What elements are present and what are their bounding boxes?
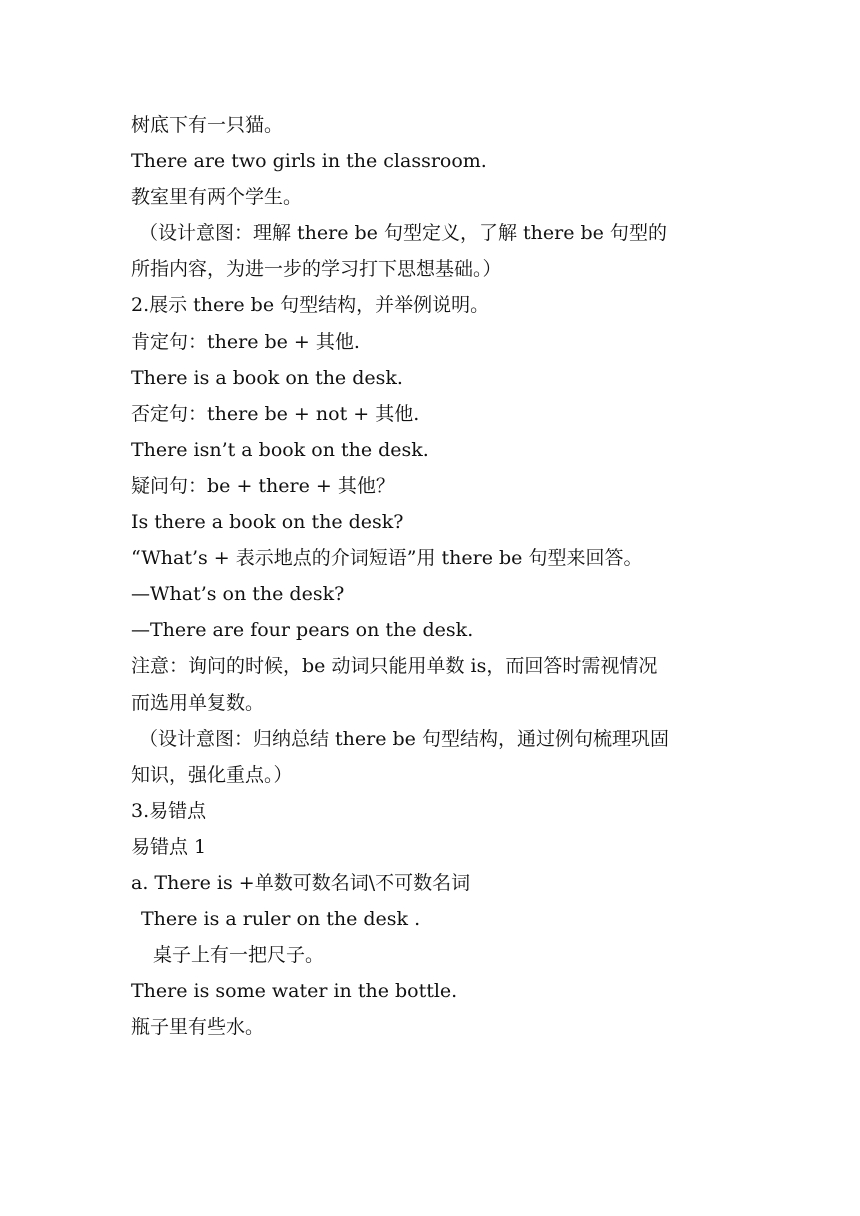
translation-line: 瓶子里有些水。 [131,1016,265,1039]
text-line: 疑问句：be + there + 其他？ [131,474,395,497]
dialogue-line: —There are four pears on the desk. [131,619,474,642]
design-intent-line: （设计意图：理解 there be 句型定义，了解 there be 句型的 [139,222,667,245]
section-heading: 2.展示 there be 句型结构，并举例说明。 [131,294,490,317]
document-body [131,107,741,1045]
dialogue-line: —What’s on the desk? [131,583,345,606]
example-sentence: There is a ruler on the desk . [141,908,421,931]
translation-line: 桌子上有一把尺子。 [153,944,325,967]
text-line: 教室里有两个学生。 [131,186,303,209]
text-line: “What’s + 表示地点的介词短语”用 there be 句型来回答。 [131,547,643,570]
design-intent-line: 所指内容，为进一步的学习打下思想基础。） [131,258,502,281]
section-heading: 3.易错点 [131,799,207,822]
note-line: 而选用单复数。 [131,691,265,714]
subheading: 易错点 1 [131,835,207,858]
text-line: 肯定句：there be + 其他. [131,330,360,353]
note-line: 注意：询问的时候，be 动词只能用单数 is，而回答时需视情况 [131,655,658,678]
design-intent-line: （设计意图：归纳总结 there be 句型结构，通过例句梳理巩固 [139,727,669,750]
rule-line: a. There is +单数可数名词\不可数名词 [131,871,471,894]
example-sentence: There is some water in the bottle. [131,980,458,1003]
text-line: 树底下有一只猫。 [131,114,284,136]
design-intent-line: 知识，强化重点。） [131,763,293,786]
text-line: 否定句：there be + not + 其他. [131,402,420,425]
text-line: There are two girls in the classroom. [131,150,487,173]
example-sentence: There is a book on the desk. [131,366,403,389]
example-sentence: There isn’t a book on the desk. [131,438,429,461]
example-sentence: Is there a book on the desk? [131,511,404,534]
